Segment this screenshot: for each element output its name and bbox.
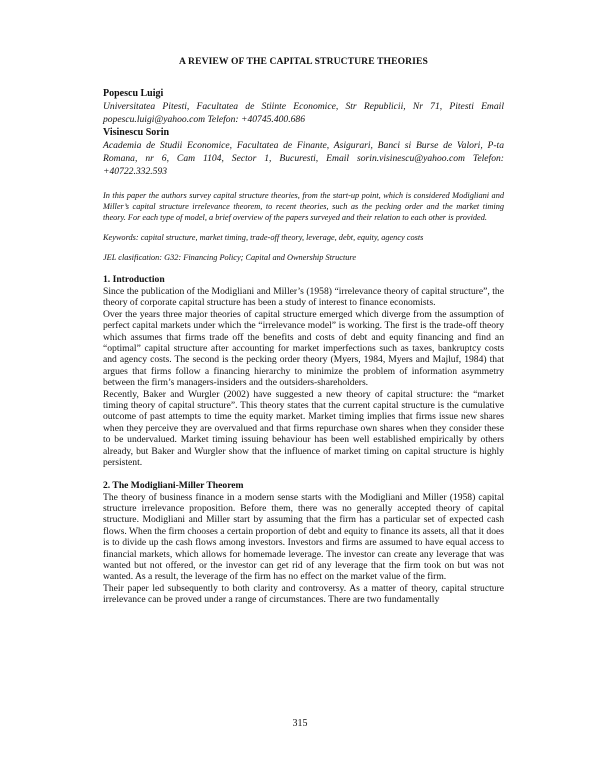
author-affiliation: Academia de Studii Economice, Facultatea de Finante, Asigurari, Banci si Burse de Valori, P-ta Romana, nr 6, Cam 1104, Sector 1, Bucuresti, Email sorin.visinescu@yahoo.com Telefon: +40722.332.593 bbox=[103, 140, 504, 177]
paragraph: Since the publication of the Modigliani and Miller’s (1958) “irrelevance theory of capital structure”, the theory of corporate capital structure has been a study of interest to finance economists. bbox=[103, 286, 504, 309]
page-number: 315 bbox=[292, 718, 308, 729]
section-modigliani-miller bbox=[103, 480, 504, 606]
paragraph: The theory of business finance in a modern sense starts with the Modigliani and Miller (1958) capital structure irrelevance proposition. Before them, there was no generally accepted theory of capital structure. Modigliani and Miller start by assuming that the firm has a particular set of expected cash flows. When the firm chooses a certain proportion of debt and equity to finance its assets, all that it does is to divide up the cash flows among investors. Investors and firms are assumed to have equal access to financial markets, which allows for homemade leverage. The investor can create any leverage that was wanted but not offered, or the investor can get rid of any leverage that the firm took on but was not wanted. As a result, the leverage of the firm has no effect on the market value of the firm. bbox=[103, 491, 504, 583]
jel-classification: JEL clasification: G32: Financing Policy; Capital and Ownership Structure bbox=[103, 253, 357, 262]
paper-title: A REVIEW OF THE CAPITAL STRUCTURE THEORIES bbox=[179, 56, 428, 67]
author-block-1 bbox=[103, 87, 504, 126]
paragraph: Over the years three major theories of capital structure emerged which diverge from the assumption of perfect capital markets under which the “irrelevance model” is working. The first is the trade-off theory which assumes that firms trade off the benefits and costs of debt and equity financing and find an “optimal” capital structure after accounting for market imperfections such as taxes, bankruptcy costs and agency costs. The second is the pecking order theory (Myers, 1984, Myers and Majluf, 1984) that argues that firms follow a financing hierarchy to minimize the problem of information asymmetry between the firm’s managers-insiders and the outsiders-shareholders. bbox=[103, 308, 504, 389]
section-introduction bbox=[103, 274, 504, 469]
author-block-2 bbox=[103, 126, 504, 178]
paragraph: Their paper led subsequently to both clarity and controversy. As a matter of theory, capital structure irrelevance can be proved under a range of circumstances. There are two fundamentally bbox=[103, 582, 504, 606]
paragraph: Recently, Baker and Wurgler (2002) have suggested a new theory of capital structure: the “market timing theory of capital structure”. This theory states that the current capital structure is the cumulative outcome of past attempts to time the equity market. Market timing implies that firms issue new shares when they perceive they are overvalued and that firms repurchase own shares when they consider these to be undervalued. Market timing issuing behaviour has been well established empirically by others already, but Baker and Wurgler show that the influence of market timing on capital structure is highly persistent. bbox=[103, 388, 504, 469]
author-name: Popescu Luigi bbox=[103, 88, 164, 99]
keywords: Keywords: capital structure, market timing, trade-off theory, leverage, debt, equity, agency costs bbox=[103, 233, 424, 242]
abstract: In this paper the authors survey capital structure theories, from the start-up point, which is considered Modigliani and Miller’s capital structure irrelevance theorem, to recent theories, such as the pecking order and the market timing theory. For each type of model, a brief overview of the papers surveyed and their relation to each other is provided. bbox=[103, 191, 504, 222]
author-affiliation: Universitatea Pitesti, Facultatea de Stiinte Economice, Str Republicii, Nr 71, Pitesti Email popescu.luigi@yahoo.com Telefon: +40745.400.686 bbox=[103, 101, 504, 125]
author-name: Visinescu Sorin bbox=[103, 127, 170, 138]
section-heading: 1. Introduction bbox=[103, 274, 165, 285]
section-heading: 2. The Modigliani-Miller Theorem bbox=[103, 479, 244, 491]
